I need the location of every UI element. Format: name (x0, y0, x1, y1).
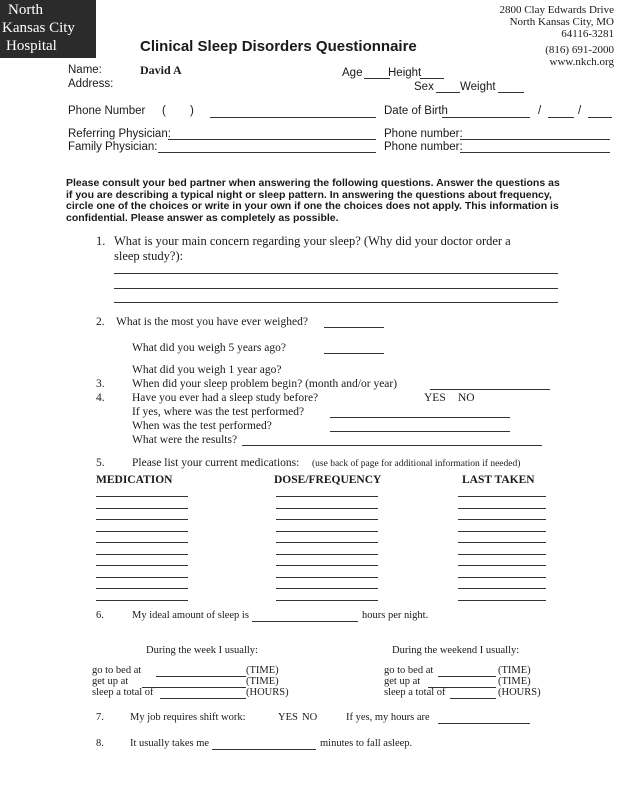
last-taken-entry-line[interactable] (458, 565, 546, 566)
dose-entry-line[interactable] (276, 554, 378, 555)
q7-number: 7. (96, 712, 104, 723)
phone-label: Phone Number (68, 105, 146, 117)
weekend-up-label: get up at (384, 676, 421, 687)
dose-entry-line[interactable] (276, 577, 378, 578)
medication-entry-line[interactable] (96, 588, 188, 589)
week-up-unit: (TIME) (246, 676, 279, 687)
height-field[interactable] (420, 78, 444, 79)
q1-number: 1. (96, 234, 106, 248)
q7-hours-field[interactable] (438, 723, 530, 724)
q7-yes-option[interactable]: YES (278, 712, 298, 723)
weekend-total-label: sleep a total of (384, 687, 446, 698)
q1-answer-line-2[interactable] (114, 288, 558, 289)
medication-entry-line[interactable] (96, 565, 188, 566)
q2-answer-field[interactable] (324, 327, 384, 328)
q1-answer-line-3[interactable] (114, 302, 558, 303)
q2b-text: What did you weigh 1 year ago? (132, 364, 282, 376)
last-taken-entry-line[interactable] (458, 508, 546, 509)
dose-column-header: DOSE/FREQUENCY (274, 474, 382, 486)
medication-entry-line[interactable] (96, 600, 188, 601)
medication-column-header: MEDICATION (96, 474, 173, 486)
weekend-heading: During the weekend I usually: (392, 645, 520, 656)
phone-paren-close: ) (190, 105, 194, 117)
dob-month-field[interactable] (442, 117, 530, 118)
height-label: Height (388, 67, 422, 79)
q4-no-option[interactable]: NO (458, 392, 475, 404)
family-phone-field[interactable] (460, 152, 610, 153)
q3-text: When did your sleep problem begin? (month and/or year) (132, 378, 398, 390)
medication-entry-line[interactable] (96, 508, 188, 509)
dob-day-field[interactable] (548, 117, 574, 118)
last-taken-entry-line[interactable] (458, 600, 546, 601)
q1-text-line2: sleep study?): (114, 249, 184, 263)
last-taken-entry-line[interactable] (458, 496, 546, 497)
referring-phone-label: Phone number: (384, 128, 463, 140)
q5-number: 5. (96, 457, 105, 469)
name-label: Name: (68, 64, 102, 76)
week-up-label: get up at (92, 676, 129, 687)
q6-text: My ideal amount of sleep is (132, 610, 249, 621)
age-field[interactable] (364, 78, 390, 79)
hospital-logo (0, 0, 96, 58)
dose-entry-line[interactable] (276, 531, 378, 532)
week-bed-unit: (TIME) (246, 665, 279, 676)
q4a-text: If yes, where was the test performed? (132, 406, 305, 418)
referring-phone-field[interactable] (460, 139, 610, 140)
week-heading: During the week I usually: (146, 645, 258, 656)
logo-line-1: North (8, 2, 43, 18)
dose-entry-line[interactable] (276, 588, 378, 589)
q4-text: Have you ever had a sleep study before? (132, 392, 319, 404)
logo-line-2: Kansas City (2, 20, 75, 36)
last-taken-entry-line[interactable] (458, 519, 546, 520)
medication-entry-line[interactable] (96, 496, 188, 497)
family-phone-label: Phone number: (384, 141, 463, 153)
sex-label: Sex (414, 81, 434, 93)
phone-field[interactable] (210, 117, 376, 118)
header-website: www.nkch.org (549, 56, 614, 68)
dose-entry-line[interactable] (276, 508, 378, 509)
q4c-answer-field[interactable] (242, 445, 542, 446)
q1-answer-line-1[interactable] (114, 273, 558, 274)
age-label: Age (342, 67, 363, 79)
q4b-answer-field[interactable] (330, 431, 510, 432)
weekend-total-field[interactable] (450, 698, 496, 699)
q3-answer-field[interactable] (430, 389, 550, 390)
referring-physician-label: Referring Physician: (68, 128, 171, 140)
family-physician-field[interactable] (158, 152, 376, 153)
header-phone: (816) 691-2000 (545, 44, 614, 56)
q2-number: 2. (96, 316, 105, 328)
instructions-paragraph: Please consult your bed partner when answering the following questions. Answer the questions as if you are describing a typical night or sleep pattern. In answering the questions about frequency, circle one of the choices or write in your own if one the choices does not apply. This information is confidential. Please answer as completely as possible. (66, 177, 560, 224)
weekend-bed-field[interactable] (438, 676, 496, 677)
last-taken-entry-line[interactable] (458, 588, 546, 589)
dob-label: Date of Birth (384, 105, 448, 117)
last-taken-entry-line[interactable] (458, 577, 546, 578)
q8-number: 8. (96, 738, 104, 749)
q5-note: (use back of page for additional information if needed) (312, 459, 521, 469)
q1-text-line1: What is your main concern regarding your sleep? (Why did your doctor order a (114, 234, 511, 248)
dob-slash-1: / (538, 105, 542, 117)
header-zip: 64116-3281 (561, 28, 614, 40)
header-address-line1: 2800 Clay Edwards Drive (499, 4, 614, 16)
last-taken-entry-line[interactable] (458, 554, 546, 555)
q8-text: It usually takes me (130, 738, 210, 749)
logo-line-3: Hospital (6, 38, 57, 54)
week-total-unit: (HOURS) (246, 687, 289, 698)
q2-text: What is the most you have ever weighed? (116, 316, 308, 328)
referring-physician-field[interactable] (168, 139, 376, 140)
dose-entry-line[interactable] (276, 519, 378, 520)
q3-number: 3. (96, 378, 105, 390)
weekend-total-unit: (HOURS) (498, 687, 541, 698)
q4b-text: When was the test performed? (132, 420, 272, 432)
dose-entry-line[interactable] (276, 565, 378, 566)
address-label: Address: (68, 78, 114, 90)
q6-answer-field[interactable] (252, 621, 358, 622)
name-value: David A (140, 63, 182, 77)
dose-entry-line[interactable] (276, 600, 378, 601)
q4a-answer-field[interactable] (330, 417, 510, 418)
weekend-up-unit: (TIME) (498, 676, 531, 687)
weight-field[interactable] (498, 92, 524, 93)
week-up-field[interactable] (142, 687, 246, 688)
q8-suffix: minutes to fall asleep. (320, 738, 413, 749)
q7-text: My job requires shift work: (130, 712, 246, 723)
q2a-answer-field[interactable] (324, 353, 384, 354)
dose-entry-line[interactable] (276, 496, 378, 497)
medication-entry-line[interactable] (96, 542, 188, 543)
phone-paren-open: ( (162, 105, 166, 117)
week-total-field[interactable] (160, 698, 246, 699)
medication-entry-line[interactable] (96, 577, 188, 578)
q4-number: 4. (96, 392, 105, 404)
family-physician-label: Family Physician: (68, 141, 158, 153)
week-total-label: sleep a total of (92, 687, 154, 698)
q4c-text: What were the results? (132, 434, 238, 446)
last-taken-entry-line[interactable] (458, 542, 546, 543)
week-bed-field[interactable] (156, 676, 246, 677)
dose-entry-line[interactable] (276, 542, 378, 543)
dob-slash-2: / (578, 105, 582, 117)
weekend-bed-unit: (TIME) (498, 665, 531, 676)
medication-entry-line[interactable] (96, 519, 188, 520)
q6-number: 6. (96, 610, 104, 621)
medication-entry-line[interactable] (96, 531, 188, 532)
week-bed-label: go to bed at (92, 665, 142, 676)
q2a-text: What did you weigh 5 years ago? (132, 342, 286, 354)
q6-suffix: hours per night. (362, 610, 429, 621)
q5-text: Please list your current medications: (132, 457, 300, 469)
weight-label: Weight (460, 81, 496, 93)
weekend-bed-label: go to bed at (384, 665, 434, 676)
q8-answer-field[interactable] (212, 749, 316, 750)
q7-followup-text: If yes, my hours are (346, 712, 430, 723)
sex-field[interactable] (436, 92, 460, 93)
form-title: Clinical Sleep Disorders Questionnaire (140, 38, 417, 55)
last-taken-entry-line[interactable] (458, 531, 546, 532)
header-address-line2: North Kansas City, MO (509, 16, 614, 28)
q4-yes-option[interactable]: YES (424, 392, 446, 404)
last-taken-column-header: LAST TAKEN (462, 474, 535, 486)
medication-entry-line[interactable] (96, 554, 188, 555)
q7-no-option[interactable]: NO (302, 712, 318, 723)
dob-year-field[interactable] (588, 117, 612, 118)
